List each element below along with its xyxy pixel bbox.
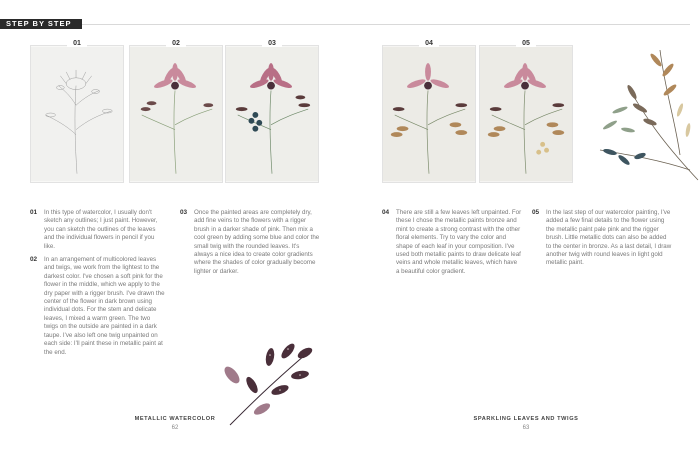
step-number: 04 xyxy=(382,209,390,216)
header-rule xyxy=(82,24,690,25)
right-page-number: 63 xyxy=(522,425,530,431)
pink-flower-image xyxy=(130,46,222,182)
instruction-paragraph xyxy=(30,256,165,357)
instruction-text: Once the painted areas are completely dry, add fine veins to the flowers with a rigger brush in a darker shade of pink. Then mix a cool green by adding some blue and color the small twig with the rounded leaves. It's always a nice idea to create color gradients where the shades of color gradually become lighter or darker. xyxy=(194,209,320,275)
final-painting-image xyxy=(480,46,572,182)
instruction-text: In this type of watercolor, I usually don't sketch any outlines; I just paint. However, you can sketch the outlines of the leaves and the individual flowers in pencil if you like. xyxy=(44,209,158,250)
text-column-right-1 xyxy=(382,209,522,281)
step-number: 02 xyxy=(30,256,38,264)
step-label-05: 05 xyxy=(516,40,536,47)
step-photo-03 xyxy=(225,45,319,183)
step-number: 05 xyxy=(532,209,540,216)
text-column-right-2 xyxy=(532,209,672,273)
left-footer-title: METALLIC WATERCOLOR xyxy=(134,416,216,422)
botanical-illustration xyxy=(580,30,700,190)
step-photo-02 xyxy=(129,45,223,183)
pencil-sketch-image xyxy=(31,46,123,182)
step-label-04: 04 xyxy=(419,40,439,47)
text-column-left-2 xyxy=(180,209,320,281)
step-label-03: 03 xyxy=(262,40,282,47)
step-label-01: 01 xyxy=(67,40,87,47)
dark-flower-image xyxy=(226,46,318,182)
step-label-02: 02 xyxy=(166,40,186,47)
left-page-number: 62 xyxy=(171,425,179,431)
instruction-paragraph xyxy=(30,209,165,251)
step-photo-04 xyxy=(382,45,476,183)
instruction-text: There are still a few leaves left unpainted. For these I chose the metallic paints bronze and mint to create a strong contrast with the other floral elements. Try to vary the color and shape of each leaf in your composition. I've used both metallic paints to draw delicate leaf veins and whole metallic leaves, which have a beautiful color gradient. xyxy=(396,209,522,275)
step-photo-05 xyxy=(479,45,573,183)
section-banner: STEP BY STEP xyxy=(0,19,82,29)
text-column-left-1 xyxy=(30,209,165,362)
instruction-text: In an arrangement of multicolored leaves and twigs, we work from the lightest to the darkest color. I've chosen a soft pink for the flower in the middle, which we apply to the dry paper with a rigger brush. I've drawn the center of the flower in dark brown using individual dots. For the stem and delicate leaves, I mixed a warm green. The two twigs on the outside are painted in a dark taupe. I've also left one twig unpainted on each side: I'll paint these in metallic paint at the end. xyxy=(44,256,165,356)
step-number: 01 xyxy=(30,209,38,216)
instruction-paragraph xyxy=(180,209,320,276)
step-photo-01 xyxy=(30,45,124,183)
right-footer-title: SPARKLING LEAVES AND TWIGS xyxy=(473,416,579,422)
instruction-text: In the last step of our watercolor painting, I've added a few final details to the flower using the metallic paint pale pink and the rigger brush. Little metallic dots can also be added to the center in bronze. As a last detail, I draw another twig with round leaves in light gold metallic paint. xyxy=(546,209,672,267)
instruction-paragraph xyxy=(382,209,522,276)
instruction-paragraph xyxy=(532,209,672,268)
metallic-leaves-image xyxy=(383,46,475,182)
step-number: 03 xyxy=(180,209,188,216)
